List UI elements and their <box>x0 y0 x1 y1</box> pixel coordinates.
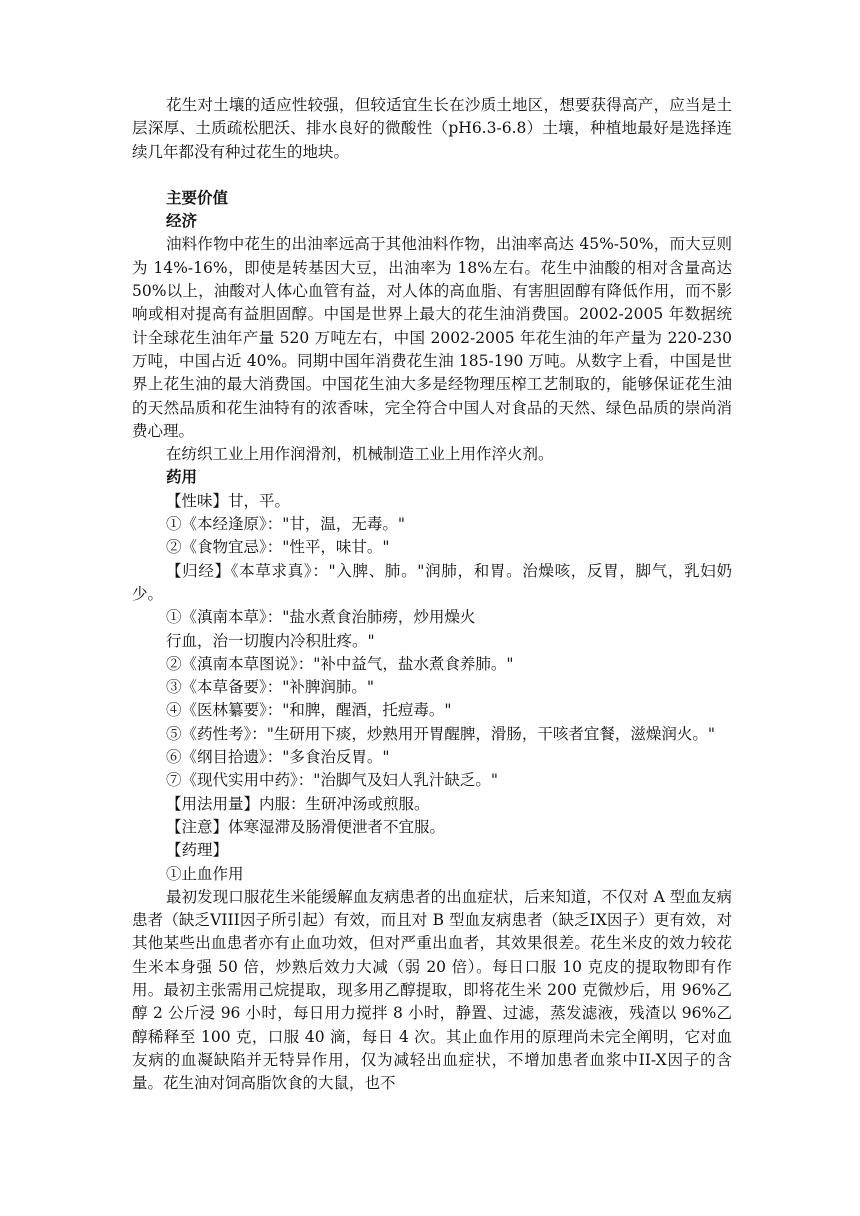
pharmacology-line: 【药理】 <box>166 841 229 860</box>
ref-4: ④《医林纂要》："和脾，醒酒，托痘毒。" <box>166 701 452 720</box>
taste-ref-1: ①《本经逢原》："甘，温，无毒。" <box>166 515 406 534</box>
medicine-heading: 药用 <box>166 468 198 487</box>
taste-line: 【性味】甘，平。 <box>166 491 291 510</box>
taste-ref-2: ②《食物宜忌》："性平，味甘。" <box>166 538 390 557</box>
economy-paragraph: 油料作物中花生的出油率远高于其他油料作物，出油率高达 45%-50%，而大豆则为 14%-16%，即使是转基因大豆，出油率为 18%左右。花生中油酸的相对含量高达 50%以上，油酸对人体心血管有益，对人体的高血脂、有害胆固醇有降低作用，而不影响或相对提高有益胆固醇。中国是世界上最大的花生油消费国。2002-2005 年数据统计全球花生油年产量 520 万吨左右，中国 2002-2005 年花生油的年产量为 220-230 万吨，中国占近 40%。同期中国年消费花生油 185-190 万吨。从数字上看，中国是世界上花生油的最大消费国。中国花生油大多是经物理压榨工艺制取的，能够保证花生油的天然品质和花生油特有的浓香味，完全符合中国人对食品的天然、绿色品质的崇尚消费心理。 <box>132 235 732 440</box>
hemostasis-paragraph: 最初发现口服花生米能缓解血友病患者的出血症状，后来知道，不仅对 A 型血友病患者（缺乏VIII因子所引起）有效，而且对 B 型血友病患者（缺乏IX因子）更有效，对其他某些出血患者亦有止血功效，但对严重出血者，其效果很差。花生米皮的效力较花生米本身强 50 倍，炒熟后效力大减（弱 20 倍）。每日口服 10 克皮的提取物即有作用。最初主张需用己烷提取，现多用乙醇提取，即将花生米 200 克微炒后，用 96%乙醇 2 公斤浸 96 小时，每日用力搅拌 8 小时，静置、过滤，蒸发滤液，残渣以 96%乙醇稀释至 100 克，口服 40 滴，每日 4 次。其止血作用的原理尚未完全阐明，它对血友病的血凝缺陷并无特异作用，仅为减轻出血症状，不增加患者血浆中II-X因子的含量。花生油对饲高脂饮食的大鼠，也不 <box>132 887 732 1093</box>
main-value-heading: 主要价值 <box>166 188 229 207</box>
hemostasis-title: ①止血作用 <box>166 864 244 883</box>
spacer <box>132 164 732 187</box>
industry-paragraph: 在纺织工业上用作润滑剂，机械制造工业上用作淬火剂。 <box>166 445 554 464</box>
ref-6: ⑥《纲目拾遗》："多食治反胃。" <box>166 748 390 767</box>
caution-line: 【注意】体寒湿滞及肠滑便泄者不宜服。 <box>166 817 446 836</box>
ref-7: ⑦《现代实用中药》："治脚气及妇人乳汁缺乏。" <box>166 771 499 790</box>
ref-2: ②《滇南本草图说》："补中益气，盐水煮食养肺。" <box>166 654 514 673</box>
ref-1-line-b: 行血，治一切腹内冷积肚疼。" <box>166 631 375 650</box>
ref-1-line-a: ①《滇南本草》："盐水煮食治肺痨，炒用燥火 <box>166 608 476 627</box>
ref-3: ③《本草备要》："补脾润肺。" <box>166 678 375 697</box>
usage-line: 【用法用量】内服：生研冲汤或煎服。 <box>166 794 430 813</box>
economy-heading: 经济 <box>166 212 198 231</box>
soil-paragraph: 花生对土壤的适应性较强，但较适宜生长在沙质土地区，想要获得高产，应当是土层深厚、土质疏松肥沃、排水良好的微酸性（pH6.3-6.8）土壤，种植地最好是选择连续几年都没有种过花生的地块。 <box>132 96 732 161</box>
meridian-line: 【归经】《本草求真》："入脾、肺。"润肺，和胃。治燥咳，反胃，脚气，乳妇奶少。 <box>132 561 732 603</box>
ref-5: ⑤《药性考》："生研用下痰，炒熟用开胃醒脾，滑肠，干咳者宜餐，滋燥润火。" <box>166 724 716 743</box>
